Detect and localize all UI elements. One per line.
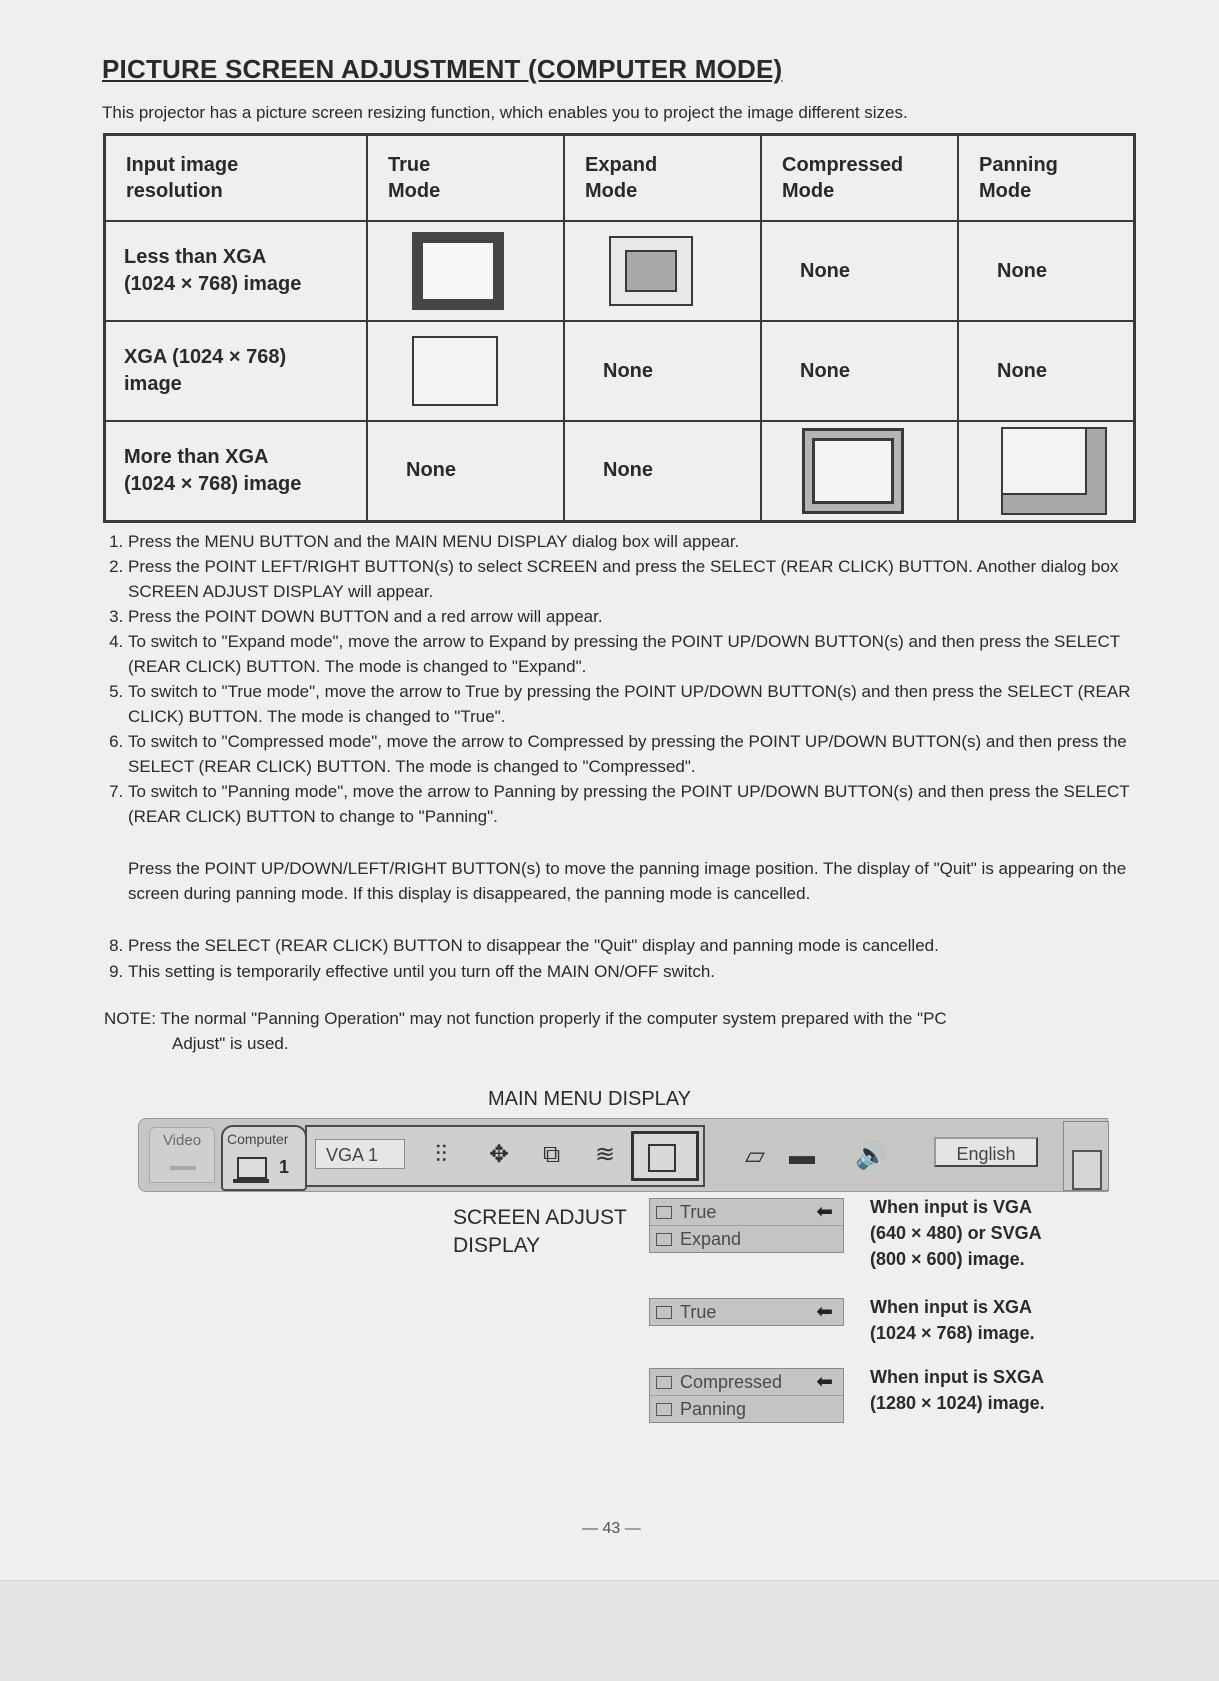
main-menu-bar	[138, 1118, 1108, 1192]
menu-item-compressed[interactable]	[650, 1369, 843, 1396]
video-tab-label: Video	[162, 1132, 202, 1149]
projection-icon[interactable]: ▱	[745, 1140, 765, 1170]
true-mode-cell	[367, 321, 564, 421]
screen-adjust-xga-menu	[649, 1298, 844, 1326]
header-panning-mode: Panning Mode	[958, 135, 1135, 222]
selection-arrow-icon: ⬅	[816, 1371, 833, 1393]
mode-table	[103, 133, 1136, 523]
menu-scrollbar[interactable]	[1063, 1121, 1109, 1191]
computer-number: 1	[279, 1157, 290, 1177]
scan-margin	[0, 1580, 1219, 1681]
list-item: 7. To switch to "Panning mode", move the arrow to Panning by pressing the POINT UP/DOWN BUTTON(s) and then press the SELECT (REAR CLICK) BUTTON to change to "Panning".	[128, 779, 1168, 829]
menu-item-true[interactable]	[650, 1199, 843, 1226]
screen-adjust-vga-menu	[649, 1198, 844, 1253]
table-header-row	[105, 135, 1135, 222]
language-button[interactable]: English	[934, 1137, 1038, 1167]
video-tab[interactable]	[149, 1127, 215, 1183]
row-label: Less than XGA (1024 × 768) image	[105, 221, 368, 321]
xga-description: When input is XGA (1024 × 768) image.	[870, 1297, 1035, 1343]
pc-adjust-icon[interactable]: ⧉	[543, 1141, 561, 1168]
vga-description: When input is VGA (640 × 480) or SVGA (800 × 600) image.	[870, 1197, 1042, 1269]
header-input-resolution: Input image resolution	[105, 135, 368, 222]
computer-icon	[237, 1157, 267, 1179]
page-title: PICTURE SCREEN ADJUSTMENT (COMPUTER MODE)	[102, 54, 783, 84]
noise-icon[interactable]: ≋	[595, 1141, 616, 1168]
row-label: More than XGA (1024 × 768) image	[105, 421, 368, 521]
list-item: 6. To switch to "Compressed mode", move the arrow to Compressed by pressing the POINT UP/DOWN BUTTON(s) and then press the SELECT (REAR CLICK) BUTTON. The mode is changed to "Compressed".	[128, 729, 1168, 779]
position-icon[interactable]: ✥	[489, 1141, 510, 1168]
table-row	[105, 421, 1135, 521]
header-true-mode: True Mode	[367, 135, 564, 222]
panning-icon	[656, 1403, 672, 1416]
screen-adjust-caption: SCREEN ADJUST DISPLAY	[453, 1206, 627, 1257]
note-text-continued: Adjust" is used.	[172, 1034, 289, 1053]
list-item: 3. Press the POINT DOWN BUTTON and a red arrow will appear.	[128, 604, 1168, 629]
true-mode-cell	[367, 221, 564, 321]
menu-item-label: Compressed	[680, 1372, 783, 1392]
sound-icon[interactable]: 🔊	[855, 1140, 888, 1170]
sxga-description: When input is SXGA (1280 × 1024) image.	[870, 1367, 1045, 1413]
menu-item-label: True	[680, 1302, 717, 1322]
panning-mode-icon	[1001, 427, 1107, 515]
selection-arrow-icon: ⬅	[816, 1301, 833, 1323]
expand-mode-cell	[564, 221, 761, 321]
selection-arrow-icon: ⬅	[816, 1201, 833, 1223]
list-item: 1. Press the MENU BUTTON and the MAIN MENU DISPLAY dialog box will appear.	[128, 529, 1168, 554]
list-item: 5. To switch to "True mode", move the arrow to True by pressing the POINT UP/DOWN BUTTON(s) and then press the SELECT (REAR CLICK) BUTTON. The mode is changed to "True".	[128, 679, 1168, 729]
menu-item-label: Panning	[680, 1399, 747, 1419]
page-number: — 43 —	[582, 1520, 641, 1537]
note-text: The normal "Panning Operation" may not function properly if the computer system prepared with the "PC	[160, 1009, 947, 1028]
main-menu-caption: MAIN MENU DISPLAY	[488, 1088, 691, 1110]
compressed-mode-icon	[802, 428, 904, 514]
table-row	[105, 221, 1135, 321]
menu-item-true[interactable]	[650, 1299, 843, 1325]
compressed-mode-cell	[761, 421, 958, 521]
panning-mode-cell	[958, 421, 1135, 521]
image-adjust-icon[interactable]: ⫶⫶	[435, 1141, 447, 1168]
note-prefix: NOTE:	[104, 1009, 156, 1028]
compressed-icon	[656, 1376, 672, 1389]
source-field[interactable]: VGA 1	[315, 1139, 405, 1169]
true-mode-full-image-icon	[412, 336, 498, 406]
row-label: XGA (1024 × 768) image	[105, 321, 368, 421]
computer-tab[interactable]	[221, 1125, 307, 1191]
note	[104, 1006, 1140, 1056]
list-item: 9. This setting is temporarily effective until you turn off the MAIN ON/OFF switch.	[128, 959, 1168, 985]
list-item: 2. Press the POINT LEFT/RIGHT BUTTON(s) to select SCREEN and press the SELECT (REAR CLICK) BUTTON. Another dialog box SCREEN ADJUST DISPLAY will appear.	[128, 554, 1168, 604]
none-cell: None	[761, 321, 958, 421]
expand-icon	[656, 1233, 672, 1246]
list-item: 8. Press the SELECT (REAR CLICK) BUTTON to disappear the "Quit" display and panning mode is cancelled.	[128, 933, 1168, 959]
true-icon	[656, 1306, 672, 1319]
list-item: 4. To switch to "Expand mode", move the arrow to Expand by pressing the POINT UP/DOWN BUTTON(s) and then press the SELECT (REAR CLICK) BUTTON. The mode is changed to "Expand".	[128, 629, 1168, 679]
none-cell: None	[564, 321, 761, 421]
none-cell: None	[958, 321, 1135, 421]
menu-item-label: True	[680, 1202, 717, 1222]
none-cell: None	[958, 221, 1135, 321]
header-compressed-mode: Compressed Mode	[761, 135, 958, 222]
expand-mode-icon	[609, 236, 693, 306]
instruction-steps-continued	[104, 933, 1168, 985]
menu-item-panning[interactable]	[650, 1396, 843, 1422]
projector-icon[interactable]: ▬	[789, 1140, 815, 1170]
menu-icon-row	[305, 1125, 705, 1187]
table-row	[105, 321, 1135, 421]
instruction-steps	[104, 529, 1168, 829]
none-cell: None	[367, 421, 564, 521]
computer-tab-label: Computer	[227, 1131, 289, 1147]
panning-note: Press the POINT UP/DOWN/LEFT/RIGHT BUTTON(s) to move the panning image position. The display of "Quit" is appearing on the screen during panning mode. If this display is disappeared, the panning mode is cancelled.	[128, 859, 1127, 903]
header-expand-mode: Expand Mode	[564, 135, 761, 222]
screen-adjust-sxga-menu	[649, 1368, 844, 1423]
menu-item-expand[interactable]	[650, 1226, 843, 1252]
menu-item-label: Expand	[680, 1229, 742, 1249]
screen-icon[interactable]	[631, 1131, 699, 1181]
none-cell: None	[761, 221, 958, 321]
intro-text: This projector has a picture screen resizing function, which enables you to project the image different sizes.	[102, 103, 908, 122]
true-icon	[656, 1206, 672, 1219]
true-mode-small-image-icon	[412, 232, 504, 310]
none-cell: None	[564, 421, 761, 521]
